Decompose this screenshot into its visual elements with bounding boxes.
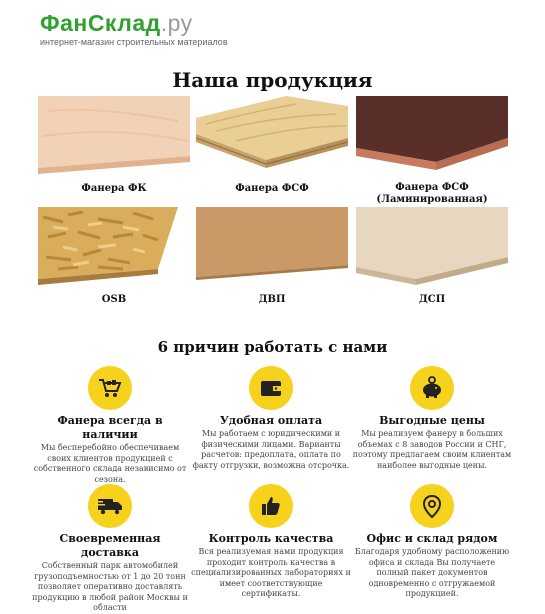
product-image-fsf	[196, 96, 348, 174]
product-image-dvp	[196, 207, 348, 285]
location-pin-icon	[410, 484, 454, 528]
reasons-heading: 6 причин работать с нами	[157, 338, 388, 356]
truck-icon	[88, 484, 132, 528]
product-label-osb: OSB	[101, 294, 127, 305]
piggy-bank-icon	[410, 366, 454, 410]
reason-text: Мы бесперебойно обеспечиваем своих клиентов продукцией с собственного склада независимо от сезона.	[33, 443, 187, 484]
product-image-dsp	[356, 207, 508, 285]
product-image-osb	[38, 207, 190, 285]
site-logo[interactable]	[40, 10, 228, 47]
product-label-dvp: ДВП	[258, 294, 286, 305]
product-card-fk[interactable]	[38, 96, 190, 195]
product-card-osb[interactable]	[38, 207, 190, 306]
product-label-fk: Фанера ФК	[81, 183, 147, 194]
reason-quality	[191, 484, 351, 600]
logo-tagline: интернет-магазин строительных материалов	[40, 37, 228, 47]
reason-title: Своевременная доставка	[59, 532, 161, 559]
product-card-dsp[interactable]	[356, 207, 508, 306]
product-label-fsf: Фанера ФСФ	[235, 183, 309, 194]
logo-wordmark	[40, 10, 228, 36]
reason-prices	[352, 366, 512, 471]
reason-text: Вся реализуемая нами продукция проходит контроль качества в специализированных лабораториях и имеет соответствующие сертификаты.	[191, 547, 351, 598]
reason-title: Контроль качества	[208, 532, 334, 545]
product-image-fsf-laminated	[356, 96, 508, 174]
product-card-fsf-laminated[interactable]	[356, 96, 508, 206]
reason-title: Офис и склад рядом	[366, 532, 498, 545]
reason-location	[352, 484, 512, 600]
reason-availability	[30, 366, 190, 485]
product-card-dvp[interactable]	[196, 207, 348, 306]
reason-title: Выгодные цены	[379, 414, 485, 427]
logo-tld: .ру	[160, 10, 193, 36]
cart-icon	[88, 366, 132, 410]
reason-text: Мы работаем с юридическими и физическими лицами. Варианты расчетов: предоплата, оплата по факту отгрузки, возможна отсрочка.	[192, 429, 350, 470]
reason-text: Мы реализуем фанеру в больших объемах с 8 заводов России и СНГ, поэтому предлагаем своим клиентам наиболее выгодные цены.	[352, 429, 512, 470]
logo-name: ФанСклад	[40, 10, 161, 36]
wallet-icon	[249, 366, 293, 410]
product-label-dsp: ДСП	[418, 294, 446, 305]
reason-delivery	[30, 484, 190, 614]
reason-text: Благодаря удобному расположению офиса и склада Вы получаете полный пакет документов одновременно с отгружаемой продукцией.	[354, 547, 510, 598]
reason-text: Собственный парк автомобилей грузоподъемностью от 1 до 20 тонн позволяет оперативно доставлять продукцию в любой район Москвы и области	[32, 561, 188, 612]
product-card-fsf[interactable]	[196, 96, 348, 195]
products-heading: Наша продукция	[172, 68, 373, 92]
product-label-fsf-laminated: Фанера ФСФ (Ламинированная)	[376, 182, 488, 205]
reason-title: Фанера всегда в наличии	[57, 414, 163, 441]
thumbs-up-icon	[249, 484, 293, 528]
product-image-fk	[38, 96, 190, 174]
reason-title: Удобная оплата	[219, 414, 323, 427]
reason-payment	[191, 366, 351, 471]
